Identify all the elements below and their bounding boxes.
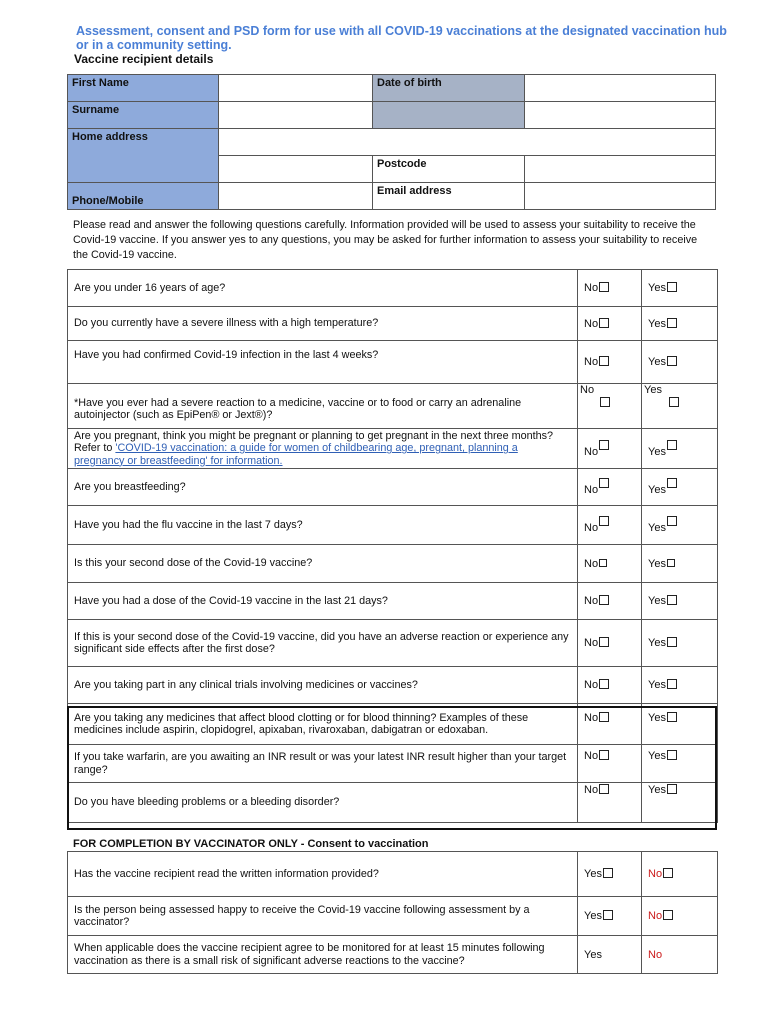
question-text: Are you pregnant, think you might be pregnant or planning to get pregnant in the next three months? Refer to [74,429,553,455]
no-checkbox[interactable] [599,750,609,760]
no-checkbox[interactable] [599,478,609,488]
answer-no[interactable] [578,506,642,545]
answer-no-label: No [584,637,599,649]
no-checkbox[interactable] [599,516,609,526]
vaccinator-answer-yes[interactable] [578,852,642,897]
answer-yes[interactable] [642,307,718,341]
surname-extra-field[interactable] [525,102,716,129]
email-label: Email address [373,183,525,210]
surname-label: Surname [68,102,219,129]
answer-no[interactable] [578,704,642,745]
answer-yes-label: Yes [648,637,666,649]
answer-yes[interactable] [642,783,718,823]
answer-yes-label: Yes [648,679,666,691]
yes-checkbox[interactable] [667,516,677,526]
no-checkbox[interactable] [599,440,609,450]
form-title: Assessment, consent and PSD form for use with all COVID-19 vaccinations at the designated vaccination hub or in a community setting. [76,24,727,52]
first-name-field[interactable] [219,75,373,102]
answer-no-label: No [648,910,663,922]
dob-label: Date of birth [373,75,525,102]
questions-table [67,269,718,823]
question-text-pregnancy [68,429,578,469]
vaccinator-answer-no[interactable] [642,852,718,897]
answer-yes-label: Yes [648,317,666,330]
answer-no[interactable] [578,429,642,469]
answer-yes[interactable] [642,506,718,545]
no-checkbox[interactable] [599,282,609,292]
answer-yes[interactable] [642,704,718,745]
recipient-details-table [67,74,716,210]
no-checkbox[interactable] [599,559,607,567]
intro-text: Please read and answer the following questions carefully. Information provided will be used to assess your suitability to receive the Covid-19 vaccine. If you answer yes to any questions, you may be asked for further information to assess your suitability to receive the Covid-19 vaccine. [73,219,698,261]
answer-yes[interactable] [642,583,718,620]
answer-yes-label: Yes [648,522,666,534]
question-text: Have you had the flu vaccine in the last 7 days? [68,506,578,545]
answer-no[interactable] [578,667,642,704]
answer-no[interactable] [578,270,642,307]
home-address-field[interactable] [219,129,716,156]
vaccinator-section-title: FOR COMPLETION BY VACCINATOR ONLY - Consent to vaccination [73,838,429,850]
dob-field[interactable] [525,75,716,102]
answer-no-label: No [584,317,599,330]
answer-yes[interactable] [642,469,718,506]
vaccinator-answer-no[interactable] [642,936,718,974]
answer-no-label: No [584,750,599,762]
answer-yes-label: Yes [648,750,666,762]
question-text: Are you under 16 years of age? [68,270,578,307]
no-checkbox[interactable] [599,784,609,794]
yes-checkbox[interactable] [667,356,677,366]
answer-yes[interactable] [642,384,718,429]
vaccinator-answer-yes[interactable] [578,897,642,936]
answer-no-label: No [584,356,599,368]
answer-no-label: No [584,445,599,458]
answer-no-label: No [584,712,599,724]
answer-no[interactable] [578,469,642,506]
answer-no-label: No [580,384,595,396]
email-field[interactable] [525,183,716,210]
postcode-field[interactable] [525,156,716,183]
answer-yes-label: Yes [648,282,666,294]
no-checkbox[interactable] [599,712,609,722]
home-address-label: Home address [68,129,219,183]
answer-no-label: No [584,282,599,294]
no-checkbox[interactable] [599,637,609,647]
answer-no-label: No [584,522,599,534]
yes-checkbox[interactable] [667,679,677,689]
answer-yes-label: Yes [584,948,602,961]
answer-no-label: No [584,557,599,570]
answer-yes[interactable] [642,270,718,307]
postcode-label: Postcode [373,156,525,183]
no-checkbox[interactable] [599,595,609,605]
question-text: Do you have bleeding problems or a bleeding disorder? [68,783,578,823]
no-checkbox[interactable] [663,910,673,920]
answer-no-label: No [648,948,663,961]
answer-no[interactable] [578,620,642,667]
yes-checkbox[interactable] [667,784,677,794]
answer-no[interactable] [578,745,642,783]
yes-checkbox[interactable] [667,440,677,450]
answer-yes[interactable] [642,620,718,667]
section-title-recipient: Vaccine recipient details [74,52,214,66]
answer-yes-label: Yes [584,910,602,922]
yes-checkbox[interactable] [667,318,677,328]
answer-no[interactable] [578,384,642,429]
question-text: Have you had a dose of the Covid-19 vaccine in the last 21 days? [68,583,578,620]
question-text: Are you breastfeeding? [68,469,578,506]
answer-no-label: No [648,868,663,880]
answer-no-label: No [584,784,599,796]
yes-checkbox[interactable] [667,478,677,488]
answer-yes-label: Yes [584,868,602,880]
answer-yes-label: Yes [648,557,666,570]
answer-yes-label: Yes [644,384,662,396]
vaccinator-question: When applicable does the vaccine recipient agree to be monitored for at least 15 minutes following vaccination as there is a small risk of significant adverse reactions to the vaccine? [68,936,578,974]
answer-no[interactable] [578,583,642,620]
answer-yes-label: Yes [648,784,666,796]
first-name-label: First Name [68,75,219,102]
no-checkbox[interactable] [599,356,609,366]
yes-checkbox[interactable] [667,750,677,760]
vaccinator-table [67,851,718,974]
answer-no[interactable] [578,307,642,341]
question-text: If this is your second dose of the Covid-19 vaccine, did you have an adverse reaction or experience any significant side effects after the first dose? [68,620,578,667]
no-checkbox[interactable] [663,868,673,878]
answer-no[interactable] [578,783,642,823]
pregnancy-guide-link[interactable]: 'COVID-19 vaccination: a guide for women of childbearing age, pregnant, planning a pregnancy or breastfeeding' for information. [74,442,518,467]
phone-label: Phone/Mobile [68,183,219,210]
answer-yes-label: Yes [648,356,666,368]
answer-no-label: No [584,595,599,607]
answer-yes-label: Yes [648,712,666,724]
yes-checkbox[interactable] [667,559,675,567]
yes-checkbox[interactable] [603,868,613,878]
question-text: Have you had confirmed Covid-19 infection in the last 4 weeks? [68,341,578,384]
vaccinator-answer-no[interactable] [642,897,718,936]
no-checkbox[interactable] [600,397,610,407]
address-line-field[interactable] [219,156,373,183]
answer-yes-label: Yes [648,595,666,607]
answer-yes[interactable] [642,341,718,384]
answer-no[interactable] [578,341,642,384]
yes-checkbox[interactable] [667,712,677,722]
surname-field[interactable] [219,102,373,129]
yes-checkbox[interactable] [667,282,677,292]
question-text: If you take warfarin, are you awaiting an INR result or was your latest INR result higher than your target range? [68,745,578,783]
question-text: Are you taking part in any clinical trials involving medicines or vaccines? [68,667,578,704]
no-checkbox[interactable] [599,679,609,689]
answer-yes-label: Yes [648,445,666,458]
vaccinator-answer-yes[interactable] [578,936,642,974]
question-text: *Have you ever had a severe reaction to a medicine, vaccine or to food or carry an adrenaline autoinjector (such as EpiPen® or Jext®)? [68,384,578,429]
question-text: Are you taking any medicines that affect blood clotting or for blood thinning? Examples of these medicines include aspirin, clopidogrel, apixaban, rivaroxaban, dabigatran or edoxaban. [68,704,578,745]
answer-no-label: No [584,484,599,496]
yes-checkbox[interactable] [603,910,613,920]
answer-yes[interactable] [642,545,718,583]
vaccinator-question: Has the vaccine recipient read the written information provided? [68,852,578,897]
yes-checkbox[interactable] [667,637,677,647]
answer-yes[interactable] [642,429,718,469]
answer-no-label: No [584,679,599,691]
question-text: Is this your second dose of the Covid-19 vaccine? [68,545,578,583]
phone-field[interactable] [219,183,373,210]
yes-checkbox[interactable] [667,595,677,605]
yes-checkbox[interactable] [669,397,679,407]
answer-yes[interactable] [642,745,718,783]
question-text: Do you currently have a severe illness with a high temperature? [68,307,578,341]
answer-yes-label: Yes [648,484,666,496]
dob-spacer [373,102,525,129]
no-checkbox[interactable] [599,318,609,328]
answer-yes[interactable] [642,667,718,704]
answer-no[interactable] [578,545,642,583]
vaccinator-question: Is the person being assessed happy to receive the Covid-19 vaccine following assessment by a vaccinator? [68,897,578,936]
